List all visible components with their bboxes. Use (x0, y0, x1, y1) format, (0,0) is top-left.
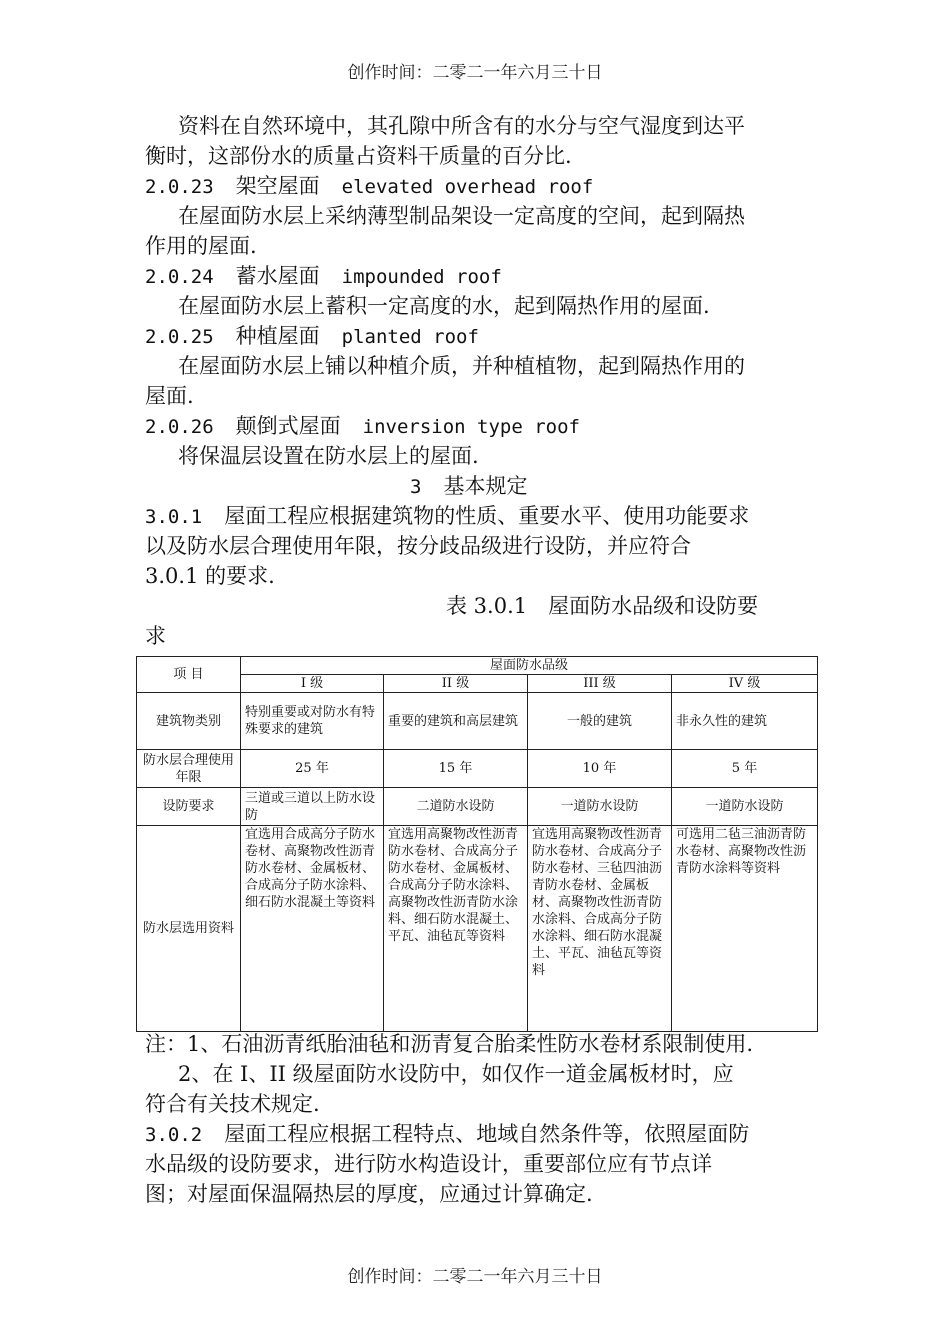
chapter-heading (410, 471, 527, 502)
paragraph-line: 衡时，这部份水的质量占资料干质量的百分比. (145, 144, 572, 168)
section-number: 2.0.23 (145, 176, 214, 198)
table-cell: 宜选用高聚物改性沥青防水卷材、合成高分子防水卷材、金属板材、合成高分子防水涂料、高聚物改性沥青防水涂料、细石防水混凝土、平瓦、油毡瓦等资料 (384, 826, 528, 1032)
table-item-header: 项 目 (137, 657, 241, 693)
definition-line: 在屋面防水层上铺以种植介质，并种植植物，起到隔热作用的 (178, 354, 745, 378)
table-row (137, 693, 818, 750)
table-cell: 15 年 (384, 750, 528, 788)
row-label: 防水层合理使用年限 (137, 750, 241, 788)
section-heading-2-0-24 (145, 261, 502, 292)
section-title-en: inversion type roof (362, 416, 580, 438)
table-cell: 25 年 (241, 750, 384, 788)
table-cell: 一道防水设防 (528, 788, 672, 826)
section-heading-2-0-23 (145, 171, 593, 202)
section-number: 2.0.25 (145, 326, 214, 348)
table-cell: 三道或三道以上防水设防 (241, 788, 384, 826)
section-title-cn: 颠倒式屋面 (235, 414, 341, 438)
clause-number: 3.0.2 (145, 1124, 203, 1146)
table-note-2: 2、在 I、II 级屋面防水设防中，如仅作一道金属板材时，应 (178, 1062, 734, 1086)
section-title-cn: 架空屋面 (235, 174, 320, 198)
section-heading-2-0-26 (145, 411, 580, 442)
row-label: 防水层选用资料 (137, 826, 241, 1032)
definition-line: 作用的屋面. (145, 234, 257, 258)
section-number: 2.0.24 (145, 266, 214, 288)
clause-text: 屋面工程应根据工程特点、地域自然条件等，依照屋面防 (224, 1122, 750, 1146)
table-group-header: 屋面防水品级 (241, 657, 818, 675)
paragraph-line: 资料在自然环境中，其孔隙中所含有的水分与空气湿度到达平 (178, 114, 745, 138)
row-label: 建筑物类别 (137, 693, 241, 750)
waterproofing-grade-table (136, 656, 818, 1032)
table-cell: 非永久性的建筑 (672, 693, 818, 750)
chapter-number: 3 (410, 476, 422, 498)
row-label: 设防要求 (137, 788, 241, 826)
table-row (137, 826, 818, 1032)
section-title-en: impounded roof (341, 266, 502, 288)
clause-line: 以及防水层合理使用年限，按分歧品级进行设防，并应符合 (145, 534, 691, 558)
chapter-title: 基本规定 (443, 474, 528, 498)
grade-header: I 级 (241, 675, 384, 693)
grade-header: IV 级 (672, 675, 818, 693)
clause-line: 图；对屋面保温隔热层的厚度，应通过计算确定. (145, 1182, 593, 1206)
table-cell: 10 年 (528, 750, 672, 788)
definition-line: 在屋面防水层上采纳薄型制品架设一定高度的空间，起到隔热 (178, 204, 745, 228)
table-caption-continued: 求 (145, 624, 166, 648)
table-row (137, 788, 818, 826)
table-cell: 一道防水设防 (672, 788, 818, 826)
clause-line: 水品级的设防要求，进行防水构造设计，重要部位应有节点详 (145, 1152, 712, 1176)
section-title-en: elevated overhead roof (341, 176, 594, 198)
grade-header: III 级 (528, 675, 672, 693)
table-cell: 一般的建筑 (528, 693, 672, 750)
section-title-cn: 蓄水屋面 (235, 264, 320, 288)
clause-number: 3.0.1 (145, 506, 203, 528)
page-header: 创作时间：二零二一年六月三十日 (347, 63, 603, 83)
clause-line: 3.0.1 的要求. (145, 564, 275, 588)
table-cell: 可选用二毡三油沥青防水卷材、高聚物改性沥青防水涂料等资料 (672, 826, 818, 1032)
section-title-cn: 种植屋面 (235, 324, 320, 348)
table-cell: 特别重要或对防水有特殊要求的建筑 (241, 693, 384, 750)
clause-3-0-2-line (145, 1119, 749, 1150)
grade-header: II 级 (384, 675, 528, 693)
table-note-1: 注：1、石油沥青纸胎油毡和沥青复合胎柔性防水卷材系限制使用. (145, 1032, 754, 1056)
table-cell: 宜选用合成高分子防水卷材、高聚物改性沥青防水卷材、金属板材、合成高分子防水涂料、细石防水混凝土等资料 (241, 826, 384, 1032)
table-cell: 5 年 (672, 750, 818, 788)
table-cell: 重要的建筑和高层建筑 (384, 693, 528, 750)
definition-line: 将保温层设置在防水层上的屋面. (178, 444, 479, 468)
table-cell: 二道防水设防 (384, 788, 528, 826)
page-footer: 创作时间：二零二一年六月三十日 (347, 1267, 603, 1287)
table-cell: 宜选用高聚物改性沥青防水卷材、合成高分子防水卷材、三毡四油沥青防水卷材、金属板材、高聚物改性沥青防水涂料、合成高分子防水涂料、细石防水混凝土、平瓦、油毡瓦等资料 (528, 826, 672, 1032)
definition-line: 在屋面防水层上蓄积一定高度的水，起到隔热作用的屋面. (178, 294, 710, 318)
definition-line: 屋面. (145, 384, 194, 408)
section-heading-2-0-25 (145, 321, 479, 352)
clause-3-0-1-line (145, 501, 749, 532)
clause-text: 屋面工程应根据建筑物的性质、重要水平、使用功能要求 (224, 504, 750, 528)
section-number: 2.0.26 (145, 416, 214, 438)
table-note-2-continued: 符合有关技术规定. (145, 1092, 320, 1116)
table-row (137, 750, 818, 788)
table-caption: 表 3.0.1 屋面防水品级和设防要 (446, 594, 759, 618)
section-title-en: planted roof (341, 326, 479, 348)
